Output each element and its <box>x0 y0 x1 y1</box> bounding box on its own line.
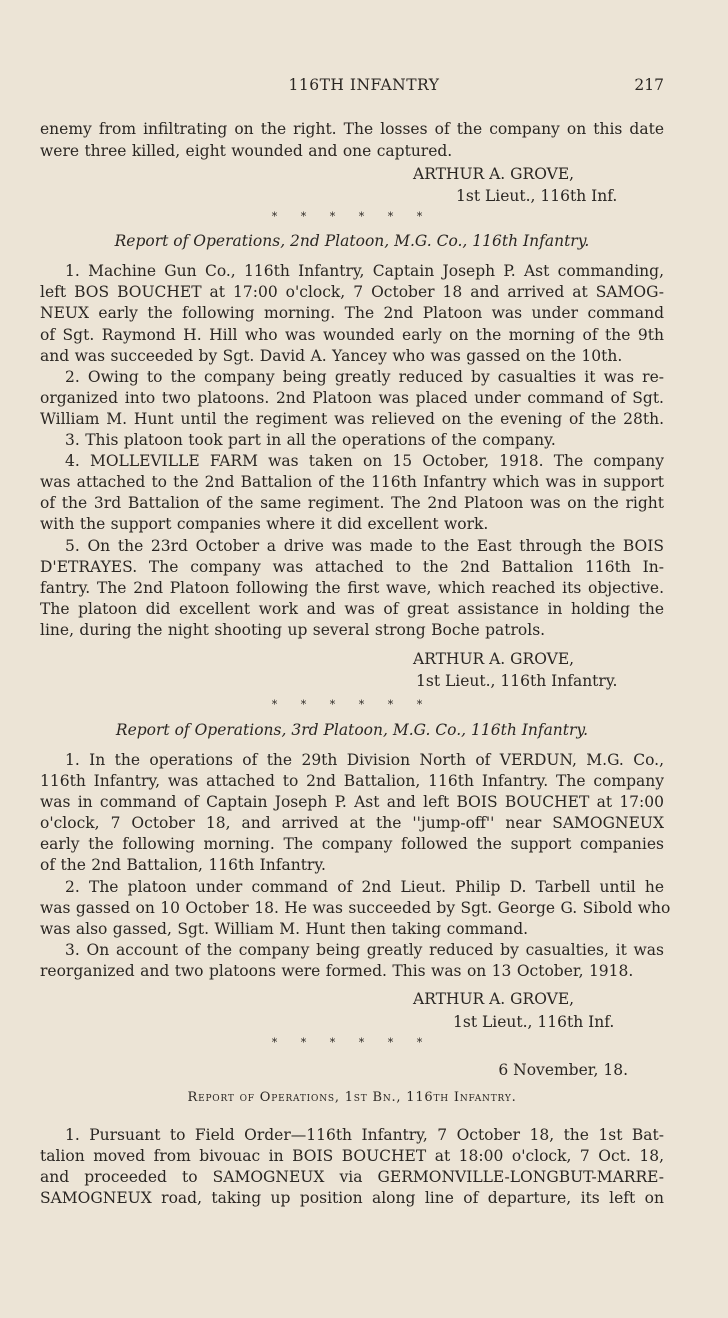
paragraph-line: o'clock, 7 October 18, and arrived at the ''jump-off'' near SAMOGNEUX <box>40 814 664 832</box>
signature-name: ARTHUR A. GROVE, <box>413 990 575 1008</box>
paragraph-line: 3. This platoon took part in all the operations of the company. <box>65 431 556 449</box>
paragraph-line: organized into two platoons. 2nd Platoon was placed under command of Sgt. <box>40 389 664 407</box>
paragraph-line: of the 2nd Battalion, 116th Infantry. <box>40 856 326 874</box>
running-header: 116TH INFANTRY <box>288 76 440 94</box>
paragraph-line: early the following morning. The company followed the support companies <box>40 835 664 853</box>
paragraph-line: and was succeeded by Sgt. David A. Yancey who was gassed on the 10th. <box>40 347 623 365</box>
paragraph-line: 1. Pursuant to Field Order—116th Infantry, 7 October 18, the 1st Bat- <box>65 1126 664 1144</box>
paragraph-line: enemy from infiltrating on the right. The losses of the company on this date <box>40 120 664 138</box>
signature-name: ARTHUR A. GROVE, <box>413 165 575 183</box>
section-separator: * * * * * * <box>271 210 433 223</box>
section-separator: * * * * * * <box>271 698 433 711</box>
paragraph-line: left BOS BOUCHET at 17:00 o'clock, 7 October 18 and arrived at SAMOG- <box>40 283 664 301</box>
section-separator: * * * * * * <box>271 1036 433 1049</box>
paragraph-line: was gassed on 10 October 18. He was succeeded by Sgt. George G. Sibold who <box>40 899 671 917</box>
section-heading: Report of Operations, 1st Bn., 116th Infantry. <box>187 1090 517 1105</box>
paragraph-line: were three killed, eight wounded and one captured. <box>40 142 453 160</box>
paragraph-line: 1. Machine Gun Co., 116th Infantry, Captain Joseph P. Ast commanding, <box>65 262 664 280</box>
paragraph-line: NEUX early the following morning. The 2nd Platoon was under command <box>40 304 664 322</box>
signature-rank: 1st Lieut., 116th Inf. <box>453 1013 615 1031</box>
paragraph-line: reorganized and two platoons were formed. This was on 13 October, 1918. <box>40 962 634 980</box>
paragraph-line: 5. On the 23rd October a drive was made to the East through the BOIS <box>65 537 664 555</box>
paragraph-line: 116th Infantry, was attached to 2nd Battalion, 116th Infantry. The company <box>40 772 664 790</box>
paragraph-line: SAMOGNEUX road, taking up position along line of departure, its left on <box>40 1189 664 1207</box>
paragraph-line: D'ETRAYES. The company was attached to the 2nd Battalion 116th In- <box>40 558 664 576</box>
paragraph-line: 4. MOLLEVILLE FARM was taken on 15 October, 1918. The company <box>65 452 664 470</box>
paragraph-line: talion moved from bivouac in BOIS BOUCHET at 18:00 o'clock, 7 Oct. 18, <box>40 1147 664 1165</box>
paragraph-line: with the support companies where it did excellent work. <box>40 515 489 533</box>
paragraph-line: of the 3rd Battalion of the same regiment. The 2nd Platoon was on the right <box>40 494 664 512</box>
paragraph-line: of Sgt. Raymond H. Hill who was wounded early on the morning of the 9th <box>40 326 664 344</box>
paragraph-line: and proceeded to SAMOGNEUX via GERMONVILLE-LONGBUT-MARRE- <box>40 1168 664 1186</box>
paragraph-line: was also gassed, Sgt. William M. Hunt then taking command. <box>40 920 529 938</box>
paragraph-line: line, during the night shooting up several strong Boche patrols. <box>40 621 546 639</box>
paragraph-line: William M. Hunt until the regiment was relieved on the evening of the 28th. <box>40 410 664 428</box>
paragraph-line: was in command of Captain Joseph P. Ast and left BOIS BOUCHET at 17:00 <box>40 793 664 811</box>
paragraph-line: fantry. The 2nd Platoon following the first wave, which reached its objective. <box>40 579 664 597</box>
section-heading: Report of Operations, 3rd Platoon, M.G. Co., 116th Infantry. <box>115 721 589 739</box>
paragraph-line: The platoon did excellent work and was of great assistance in holding the <box>40 600 664 618</box>
paragraph-line: 1. In the operations of the 29th Division North of VERDUN, M.G. Co., <box>65 751 664 769</box>
page-number: 217 <box>634 76 664 94</box>
signature-rank: 1st Lieut., 116th Inf. <box>456 187 618 205</box>
section-heading: Report of Operations, 2nd Platoon, M.G. Co., 116th Infantry. <box>114 232 590 250</box>
signature-rank: 1st Lieut., 116th Infantry. <box>416 672 618 690</box>
paragraph-line: 2. Owing to the company being greatly reduced by casualties it was re- <box>65 368 664 386</box>
paragraph-line: 2. The platoon under command of 2nd Lieut. Philip D. Tarbell until he <box>65 878 664 896</box>
report-date: 6 November, 18. <box>498 1061 628 1079</box>
paragraph-line: 3. On account of the company being greatly reduced by casualties, it was <box>65 941 664 959</box>
signature-name: ARTHUR A. GROVE, <box>413 650 575 668</box>
paragraph-line: was attached to the 2nd Battalion of the 116th Infantry which was in support <box>40 473 664 491</box>
